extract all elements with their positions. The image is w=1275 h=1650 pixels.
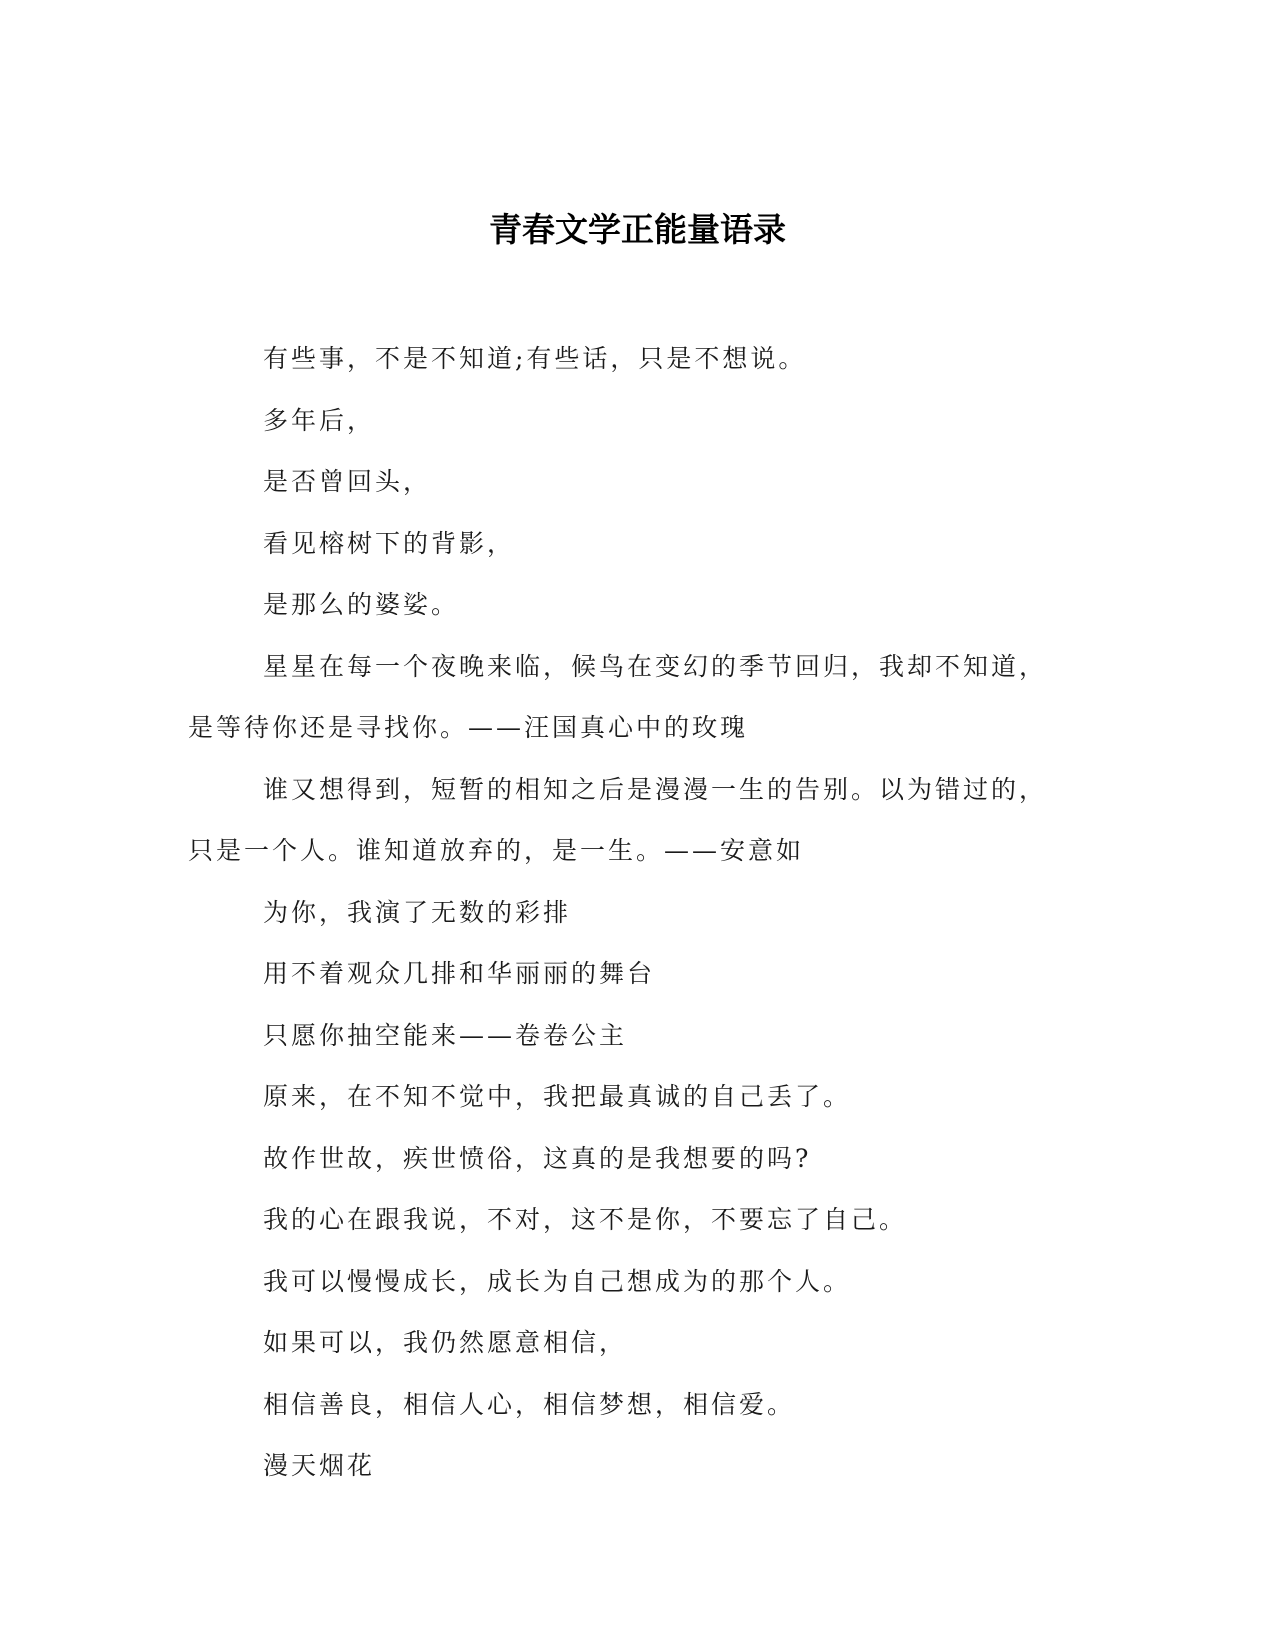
paragraph: 如果可以，我仍然愿意相信，	[263, 1328, 628, 1357]
page-title: 青春文学正能量语录	[489, 210, 786, 249]
paragraph: 多年后，	[263, 405, 376, 435]
paragraph: 相信善良，相信人心，相信梦想，相信爱。	[263, 1389, 796, 1419]
paragraph: 用不着观众几排和华丽丽的舞台	[263, 959, 656, 988]
paragraph: 只愿你抽空能来——卷卷公主	[263, 1020, 628, 1050]
paragraph: 星星在每一个夜晚来临，候鸟在变幻的季节回归，我却不知道，是等待你还是寻找你。——汪国真心中的玫瑰	[188, 651, 1048, 742]
paragraph: 故作世故，疾世愤俗，这真的是我想要的吗?	[263, 1143, 812, 1173]
paragraph: 我可以慢慢成长，成长为自己想成为的那个人。	[263, 1266, 852, 1296]
paragraph: 谁又想得到，短暂的相知之后是漫漫一生的告别。以为错过的，只是一个人。谁知道放弃的，是一生。——安意如	[188, 774, 1048, 865]
paragraph: 有些事，不是不知道;有些话，只是不想说。	[263, 344, 807, 373]
paragraph: 为你，我演了无数的彩排	[263, 897, 572, 927]
paragraph: 原来，在不知不觉中，我把最真诚的自己丢了。	[263, 1082, 852, 1111]
paragraph: 我的心在跟我说，不对，这不是你，不要忘了自己。	[263, 1205, 908, 1234]
paragraph: 是那么的婆娑。	[263, 590, 460, 619]
paragraph: 是否曾回头，	[263, 467, 432, 496]
document-body	[188, 328, 1068, 1497]
paragraph: 看见榕树下的背影，	[263, 528, 516, 558]
paragraph: 漫天烟花	[263, 1451, 376, 1480]
